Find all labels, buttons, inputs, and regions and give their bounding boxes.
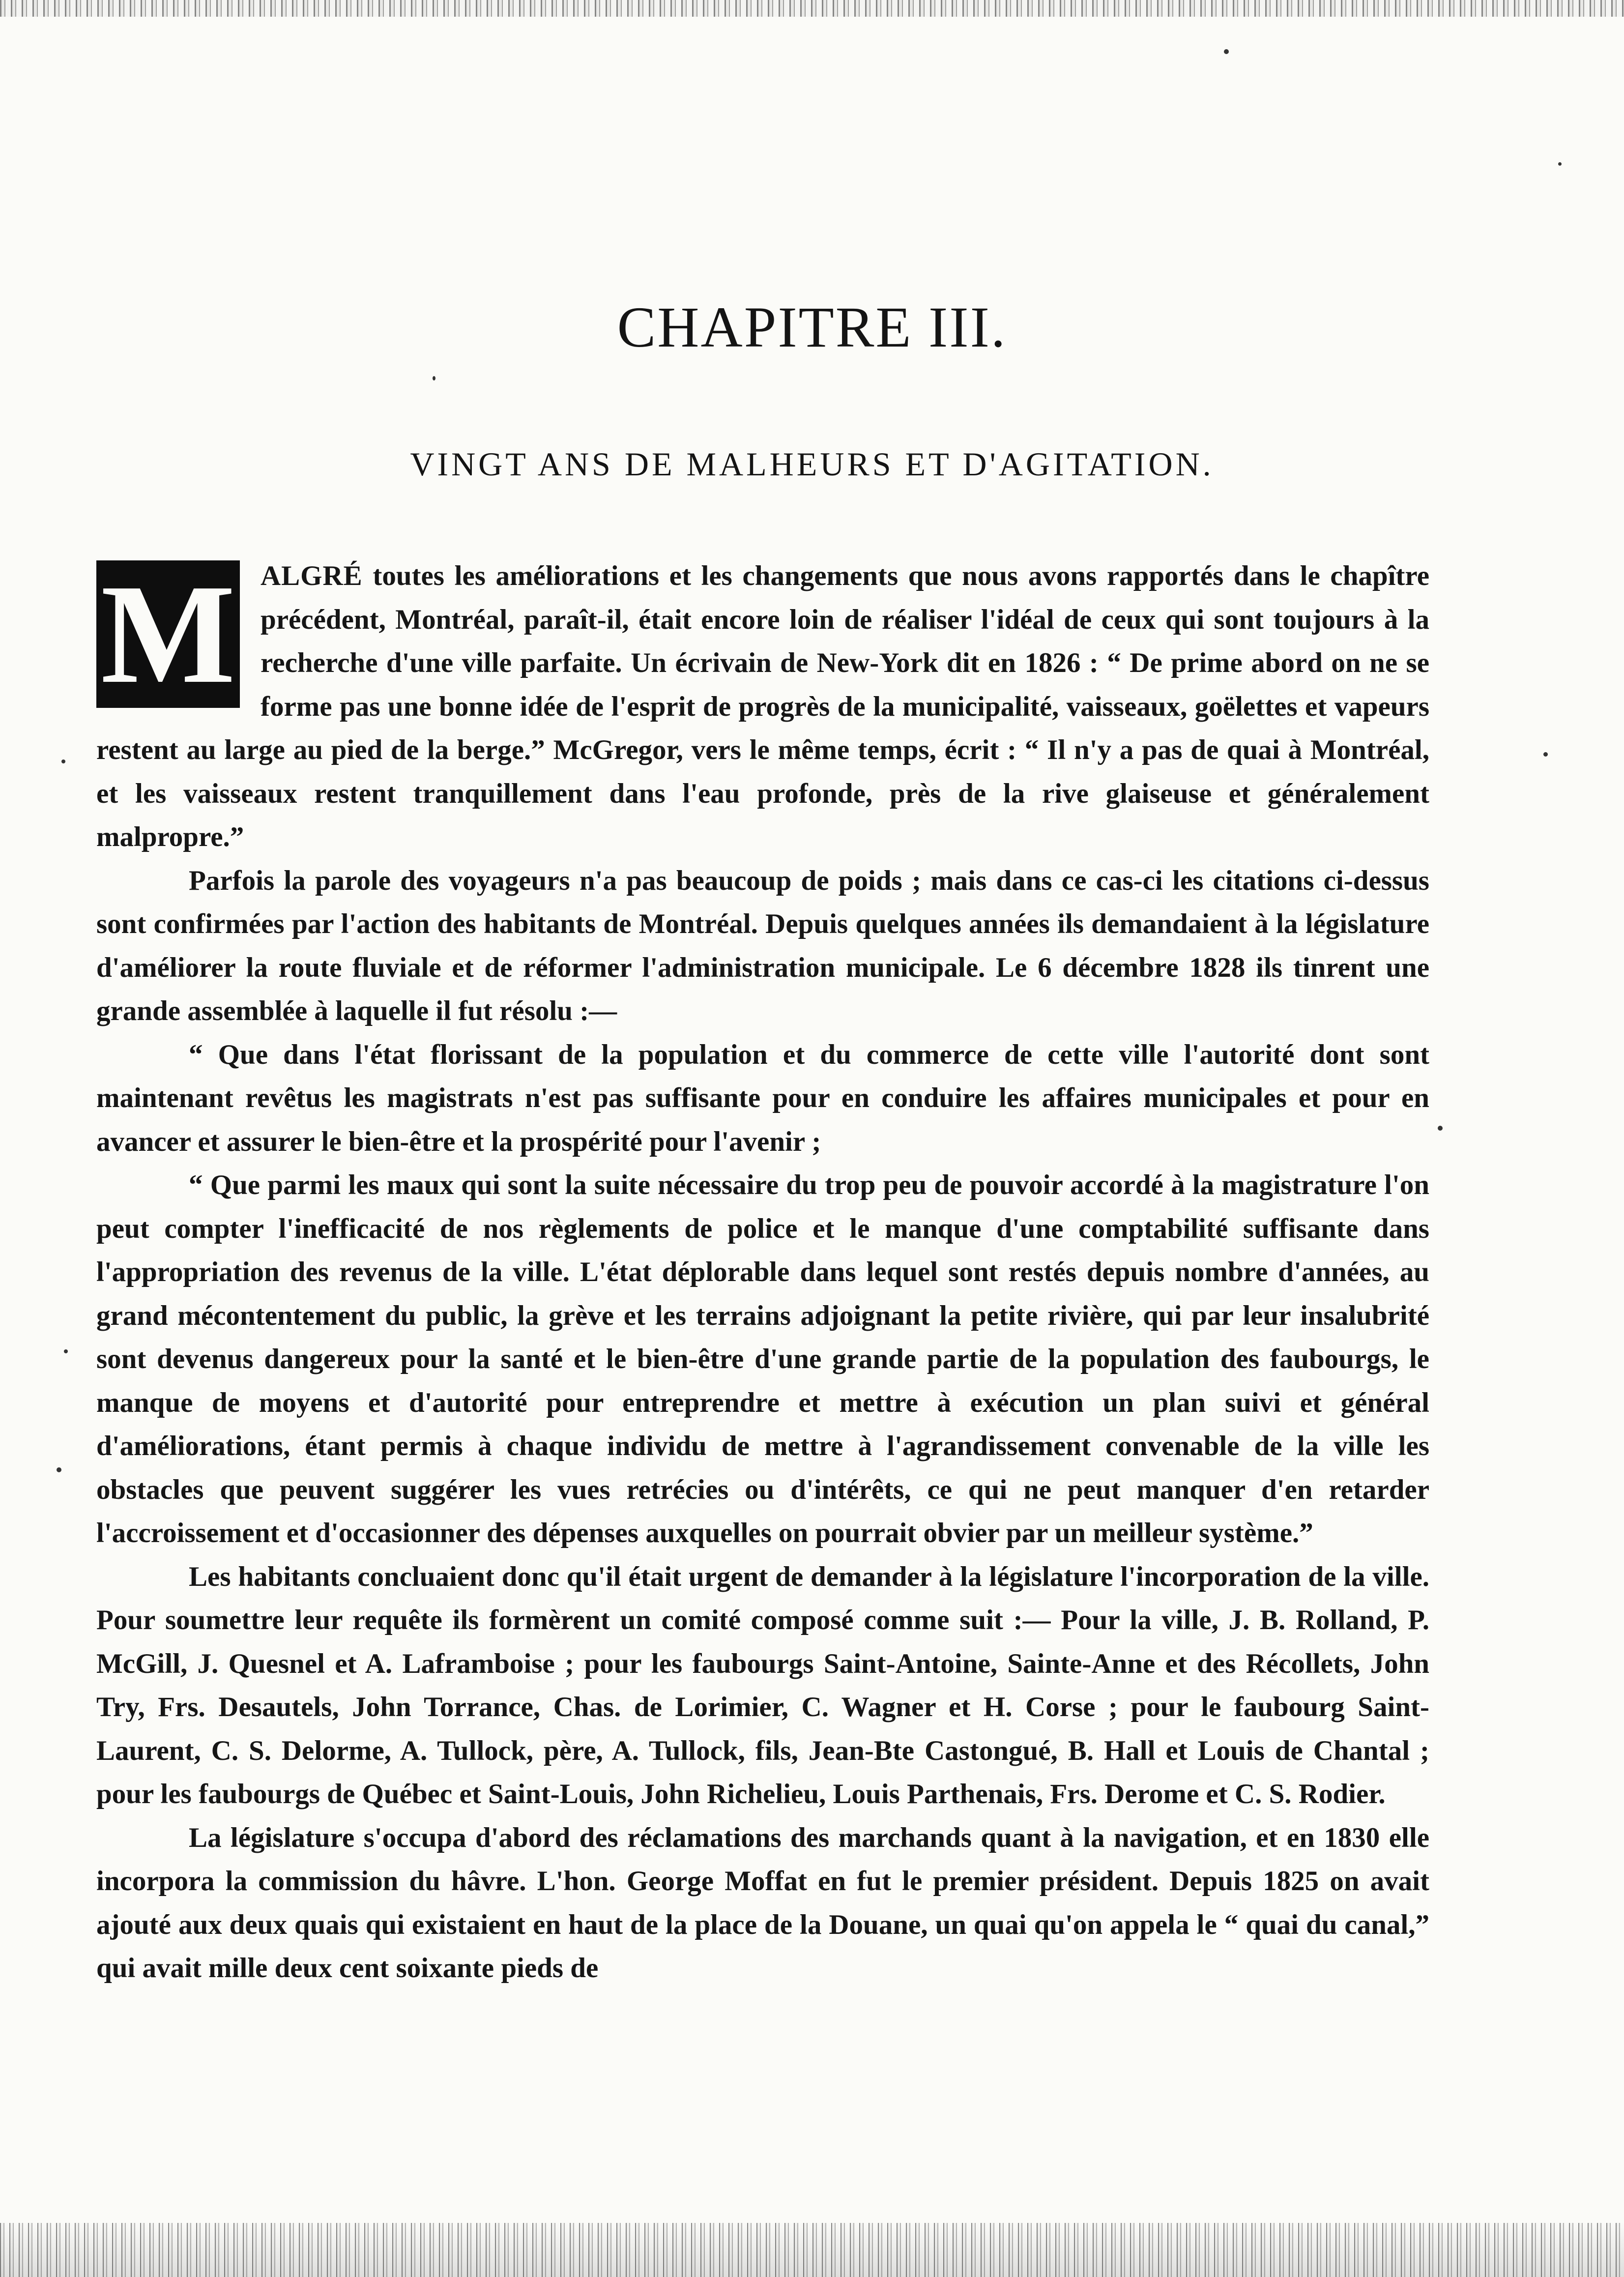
body-text <box>96 555 1429 1990</box>
paragraph-2: Parfois la parole des voyageurs n'a pas beaucoup de poids ; mais dans ce cas-ci les citations ci-dessus sont confirmées par l'action des habitants de Montréal. Depuis quelques années ils demandaient à la législature d'améliorer la route fluviale et de réformer l'administration municipale. Le 6 décembre 1828 ils tinrent une grande assemblée à laquelle il fut résolu :— <box>96 865 1429 1026</box>
scan-speck <box>61 759 65 763</box>
scan-speck <box>1438 1126 1443 1131</box>
scan-speck <box>64 1349 68 1353</box>
quote-2: “ Que parmi les maux qui sont la suite nécessaire du trop peu de pouvoir accordé à la magistrature l'on peut compter l'inefficacité de nos règlements de police et le manque d'une comptabilité suffisante dans l'appropriation des revenus de la ville. L'état déplorable dans lequel sont restés depuis nombre d'années, au grand mécontentement du public, la grève et les terrains adjoignant la petite rivière, qui par leur insalubrité sont devenus dangereux pour la santé et le bien-être d'une grande partie de la population des faubourgs, le manque de moyens et d'autorité pour entreprendre et mettre à exécution un plan suivi et général d'améliorations, étant permis à chaque individu de mettre à l'agrandissement convenable de la ville les obstacles que peuvent suggérer les vues retrécies ou d'intérêts, ce qui ne peut manquer d'en retarder l'accroissement et d'occasionner des dépenses auxquelles on pourrait obvier par un meilleur système.” <box>96 1169 1429 1548</box>
scan-noise-bottom <box>0 2223 1624 2277</box>
scan-speck <box>1224 49 1229 54</box>
scan-speck <box>1558 162 1562 166</box>
scan-speck <box>1543 752 1548 757</box>
paragraph-3: Les habitants concluaient donc qu'il était urgent de demander à la législature l'incorporation de la ville. Pour soumettre leur requête ils formèrent un comité composé comme suit :— Pour la ville, J. B. Rolland, P. McGill, J. Quesnel et A. Laframboise ; pour les faubourgs Saint-Antoine, Sainte-Anne et des Récollets, John Try, Frs. Desautels, John Torrance, Chas. de Lorimier, C. Wagner et H. Corse ; pour le faubourg Saint-Laurent, C. S. Delorme, A. Tullock, père, A. Tullock, fils, Jean-Bte Castongué, B. Hall et Louis de Chantal ; pour les faubourgs de Québec et Saint-Louis, John Richelieu, Louis Parthenais, Frs. Derome et C. S. Rodier. <box>96 1561 1429 1810</box>
paragraph-1-text: toutes les améliorations et les changements que nous avons rapportés dans le chapître précédent, Montréal, paraît-il, était encore loin de réaliser l'idéal de ceux qui sont toujours à la recherche d'une ville parfaite. Un écrivain de New-York dit en 1826 : “ De prime abord on ne se forme pas une bonne idée de l'esprit de progrès de la municipalité, vaisseaux, goëlettes et vapeurs restent au large au pied de la berge.” McGregor, vers le même temps, écrit : “ Il n'y a pas de quai à Montréal, et les vaisseaux restent tranquillement dans l'eau profonde, près de la rive glaiseuse et généralement malpropre.” <box>96 560 1429 852</box>
chapter-subtitle: VINGT ANS DE MALHEURS ET D'AGITATION. <box>410 445 1214 483</box>
chapter-title: CHAPITRE III. <box>617 295 1007 359</box>
quote-1: “ Que dans l'état florissant de la population et du commerce de cette ville l'autorité dont sont maintenant revêtus les magistrats n'est pas suffisante pour en conduire les affaires municipales et pour en avancer et assurer le bien-être et la prospérité pour l'avenir ; <box>96 1039 1429 1157</box>
paragraph-1 <box>96 555 1429 859</box>
scan-speck <box>433 376 435 380</box>
paragraph-4: La législature s'occupa d'abord des réclamations des marchands quant à la navigation, et en 1830 elle incorpora la commission du hâvre. L'hon. George Moffat en fut le premier président. Depuis 1825 on avait ajouté aux deux quais qui existaient en haut de la place de la Douane, un quai qu'on appela le “ quai du canal,” qui avait mille deux cent soixante pieds de <box>96 1822 1429 1984</box>
first-word-rest: ALGRÉ <box>261 560 363 591</box>
drop-cap-initial: M <box>96 560 240 708</box>
scan-noise-top <box>0 0 1624 17</box>
scan-speck <box>57 1467 61 1472</box>
